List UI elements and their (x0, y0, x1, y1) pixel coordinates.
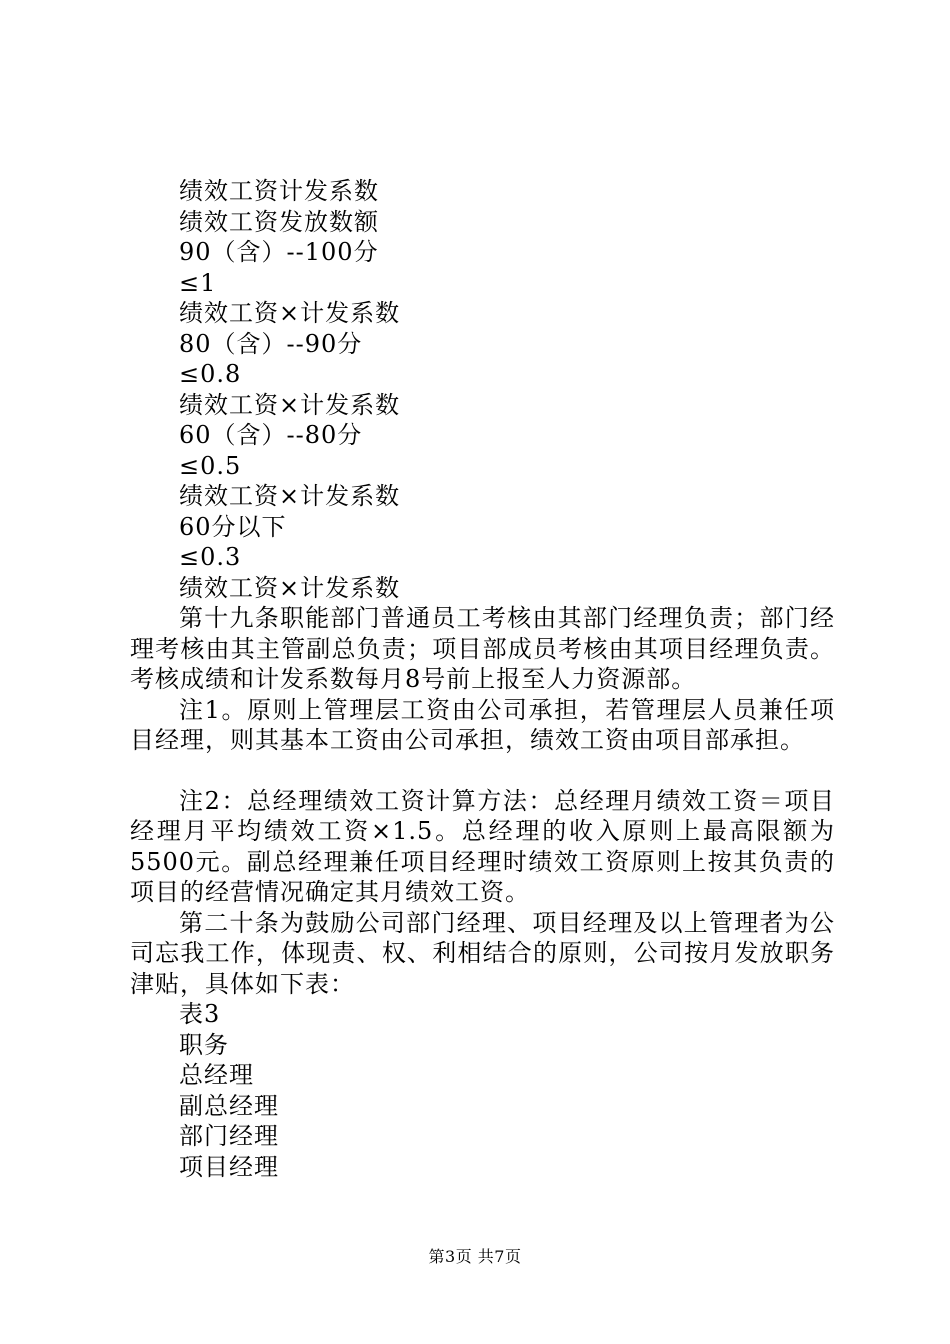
table-line: 绩效工资计发系数 (179, 177, 379, 205)
table-line: ≤0.3 (179, 543, 242, 571)
table-line: 绩效工资发放数额 (179, 207, 379, 236)
table-line: 项目经理 (179, 1152, 279, 1181)
table-line: ≤0.5 (179, 451, 242, 480)
table-line: 80（含）--90分 (179, 329, 363, 358)
table-line: 绩效工资×计发系数 (179, 482, 401, 510)
paragraph-note-1: 注1。原则上管理层工资由公司承担，若管理层人员兼任项目经理，则其基本工资由公司承担，绩效工资由项目部承担。 (130, 695, 835, 754)
paragraph-article-19: 第十九条职能部门普通员工考核由其部门经理负责；部门经理考核由其主管副总负责；项目部成员考核由其项目经理负责。考核成绩和计发系数每月8号前上报至人力资源部。 (130, 604, 835, 693)
table-line: 总经理 (179, 1061, 254, 1089)
table-line: 职务 (179, 1030, 229, 1059)
table-line: 绩效工资×计发系数 (179, 299, 401, 327)
blank-line (130, 756, 835, 786)
page-number: 第3页 共7页 (428, 1247, 522, 1266)
document-body (130, 176, 835, 1182)
table-line: 60（含）--80分 (179, 421, 363, 449)
table-line: 表3 (179, 1000, 221, 1028)
table-line: ≤0.8 (179, 360, 242, 388)
page-footer (0, 1244, 950, 1267)
table-line: 60分以下 (179, 512, 287, 541)
table-line: 绩效工资×计发系数 (179, 390, 401, 419)
table-line: ≤1 (179, 268, 217, 297)
paragraph-note-2: 注2：总经理绩效工资计算方法：总经理月绩效工资＝项目经理月平均绩效工资×1.5。总经理的收入原则上最高限额为5500元。副总经理兼任项目经理时绩效工资原则上按其负责的项目的经营情况确定其月绩效工资。 (130, 786, 835, 906)
table-line: 副总经理 (179, 1091, 279, 1120)
table-line: 90（含）--100分 (179, 238, 379, 266)
paragraph-article-20: 第二十条为鼓励公司部门经理、项目经理及以上管理者为公司忘我工作，体现责、权、利相结合的原则，公司按月发放职务津贴，具体如下表： (130, 908, 835, 998)
table-line: 部门经理 (179, 1122, 279, 1150)
table-line: 绩效工资×计发系数 (179, 573, 401, 602)
